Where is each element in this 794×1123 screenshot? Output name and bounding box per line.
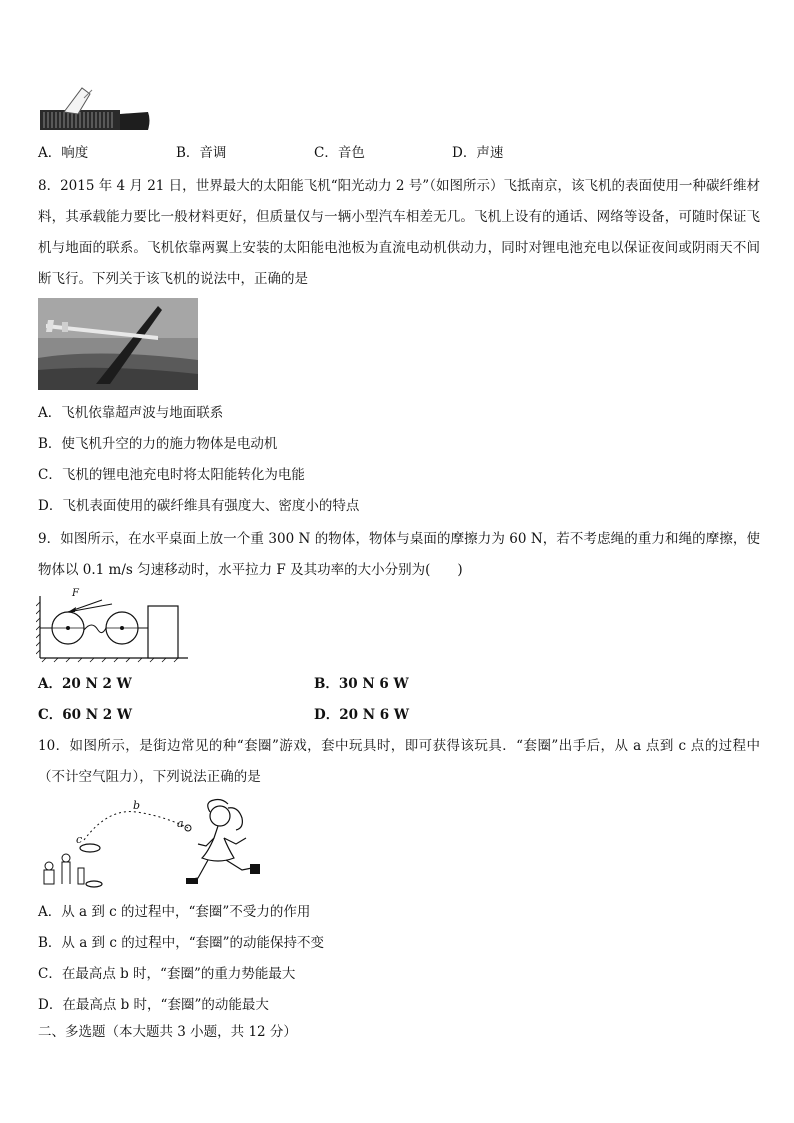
q8-option-b: B．使飞机升空的力的施力物体是电动机	[38, 436, 278, 452]
solar-plane-photo	[38, 298, 198, 390]
section-heading: 二、多选题（本大题共 3 小题，共 12 分）	[38, 1024, 297, 1040]
q10-option-d: D．在最高点 b 时，“套圈”的动能最大	[38, 997, 269, 1013]
q7-option-a: A．响度	[38, 145, 89, 161]
q10-label-c: c	[76, 833, 83, 846]
q8-option-a: A．飞机依靠超声波与地面联系	[38, 405, 224, 421]
q9-stem: 9．如图所示，在水平桌面上放一个重 300 N 的物体，物体与桌面的摩擦力为 60 N，若不考虑绳的重力和绳的摩擦，使物体以 0.1 m/s 匀速移动时，水平拉力 F 及其功率的大小分别为( )	[38, 531, 760, 578]
q9-figure-label-f: F	[72, 588, 79, 599]
q7-option-b: B．音调	[176, 145, 227, 161]
comb-figure	[38, 84, 152, 136]
q9-option-d: D．20 N 6 W	[314, 707, 409, 723]
q10-option-b: B．从 a 到 c 的过程中，“套圈”的动能保持不变	[38, 935, 324, 951]
q8-option-d: D．飞机表面使用的碳纤维具有强度大、密度小的特点	[38, 498, 360, 514]
pulley-figure	[36, 590, 192, 664]
q7-option-d: D．声速	[452, 145, 504, 161]
q10-option-c: C．在最高点 b 时，“套圈”的重力势能最大	[38, 966, 296, 982]
q7-option-c: C．音色	[314, 145, 365, 161]
q8-option-c: C．飞机的锂电池充电时将太阳能转化为电能	[38, 467, 305, 483]
q9-option-c: C．60 N 2 W	[38, 707, 133, 723]
q10-stem: 10．如图所示，是街边常见的种“套圈”游戏，套中玩具时，即可获得该玩具．“套圈”出手后，从 a 点到 c 点的过程中（不计空气阻力），下列说法正确的是	[38, 738, 760, 785]
q10-option-a: A．从 a 到 c 的过程中，“套圈”不受力的作用	[38, 904, 311, 920]
q9-option-b: B．30 N 6 W	[314, 676, 409, 692]
q10-label-a: a	[177, 817, 184, 830]
q10-label-b: b	[133, 799, 141, 812]
q9-option-a: A．20 N 2 W	[38, 676, 132, 692]
q8-stem: 8．2015 年 4 月 21 日，世界最大的太阳能飞机“阳光动力 2 号”（如图所示）飞抵南京，该飞机的表面使用一种碳纤维材料，其承载能力要比一般材料更好，但质量仅与一辆小型汽车相差无几。飞机上设有的通话、网络等设备，可随时保证飞机与地面的联系。飞机依靠两翼上安装的太阳能电池板为直流电动机供动力，同时对锂电池充电以保证夜间或阴雨天不间断飞行。下列关于该飞机的说法中，正确的是	[38, 178, 760, 287]
ring-toss-figure	[38, 798, 266, 898]
